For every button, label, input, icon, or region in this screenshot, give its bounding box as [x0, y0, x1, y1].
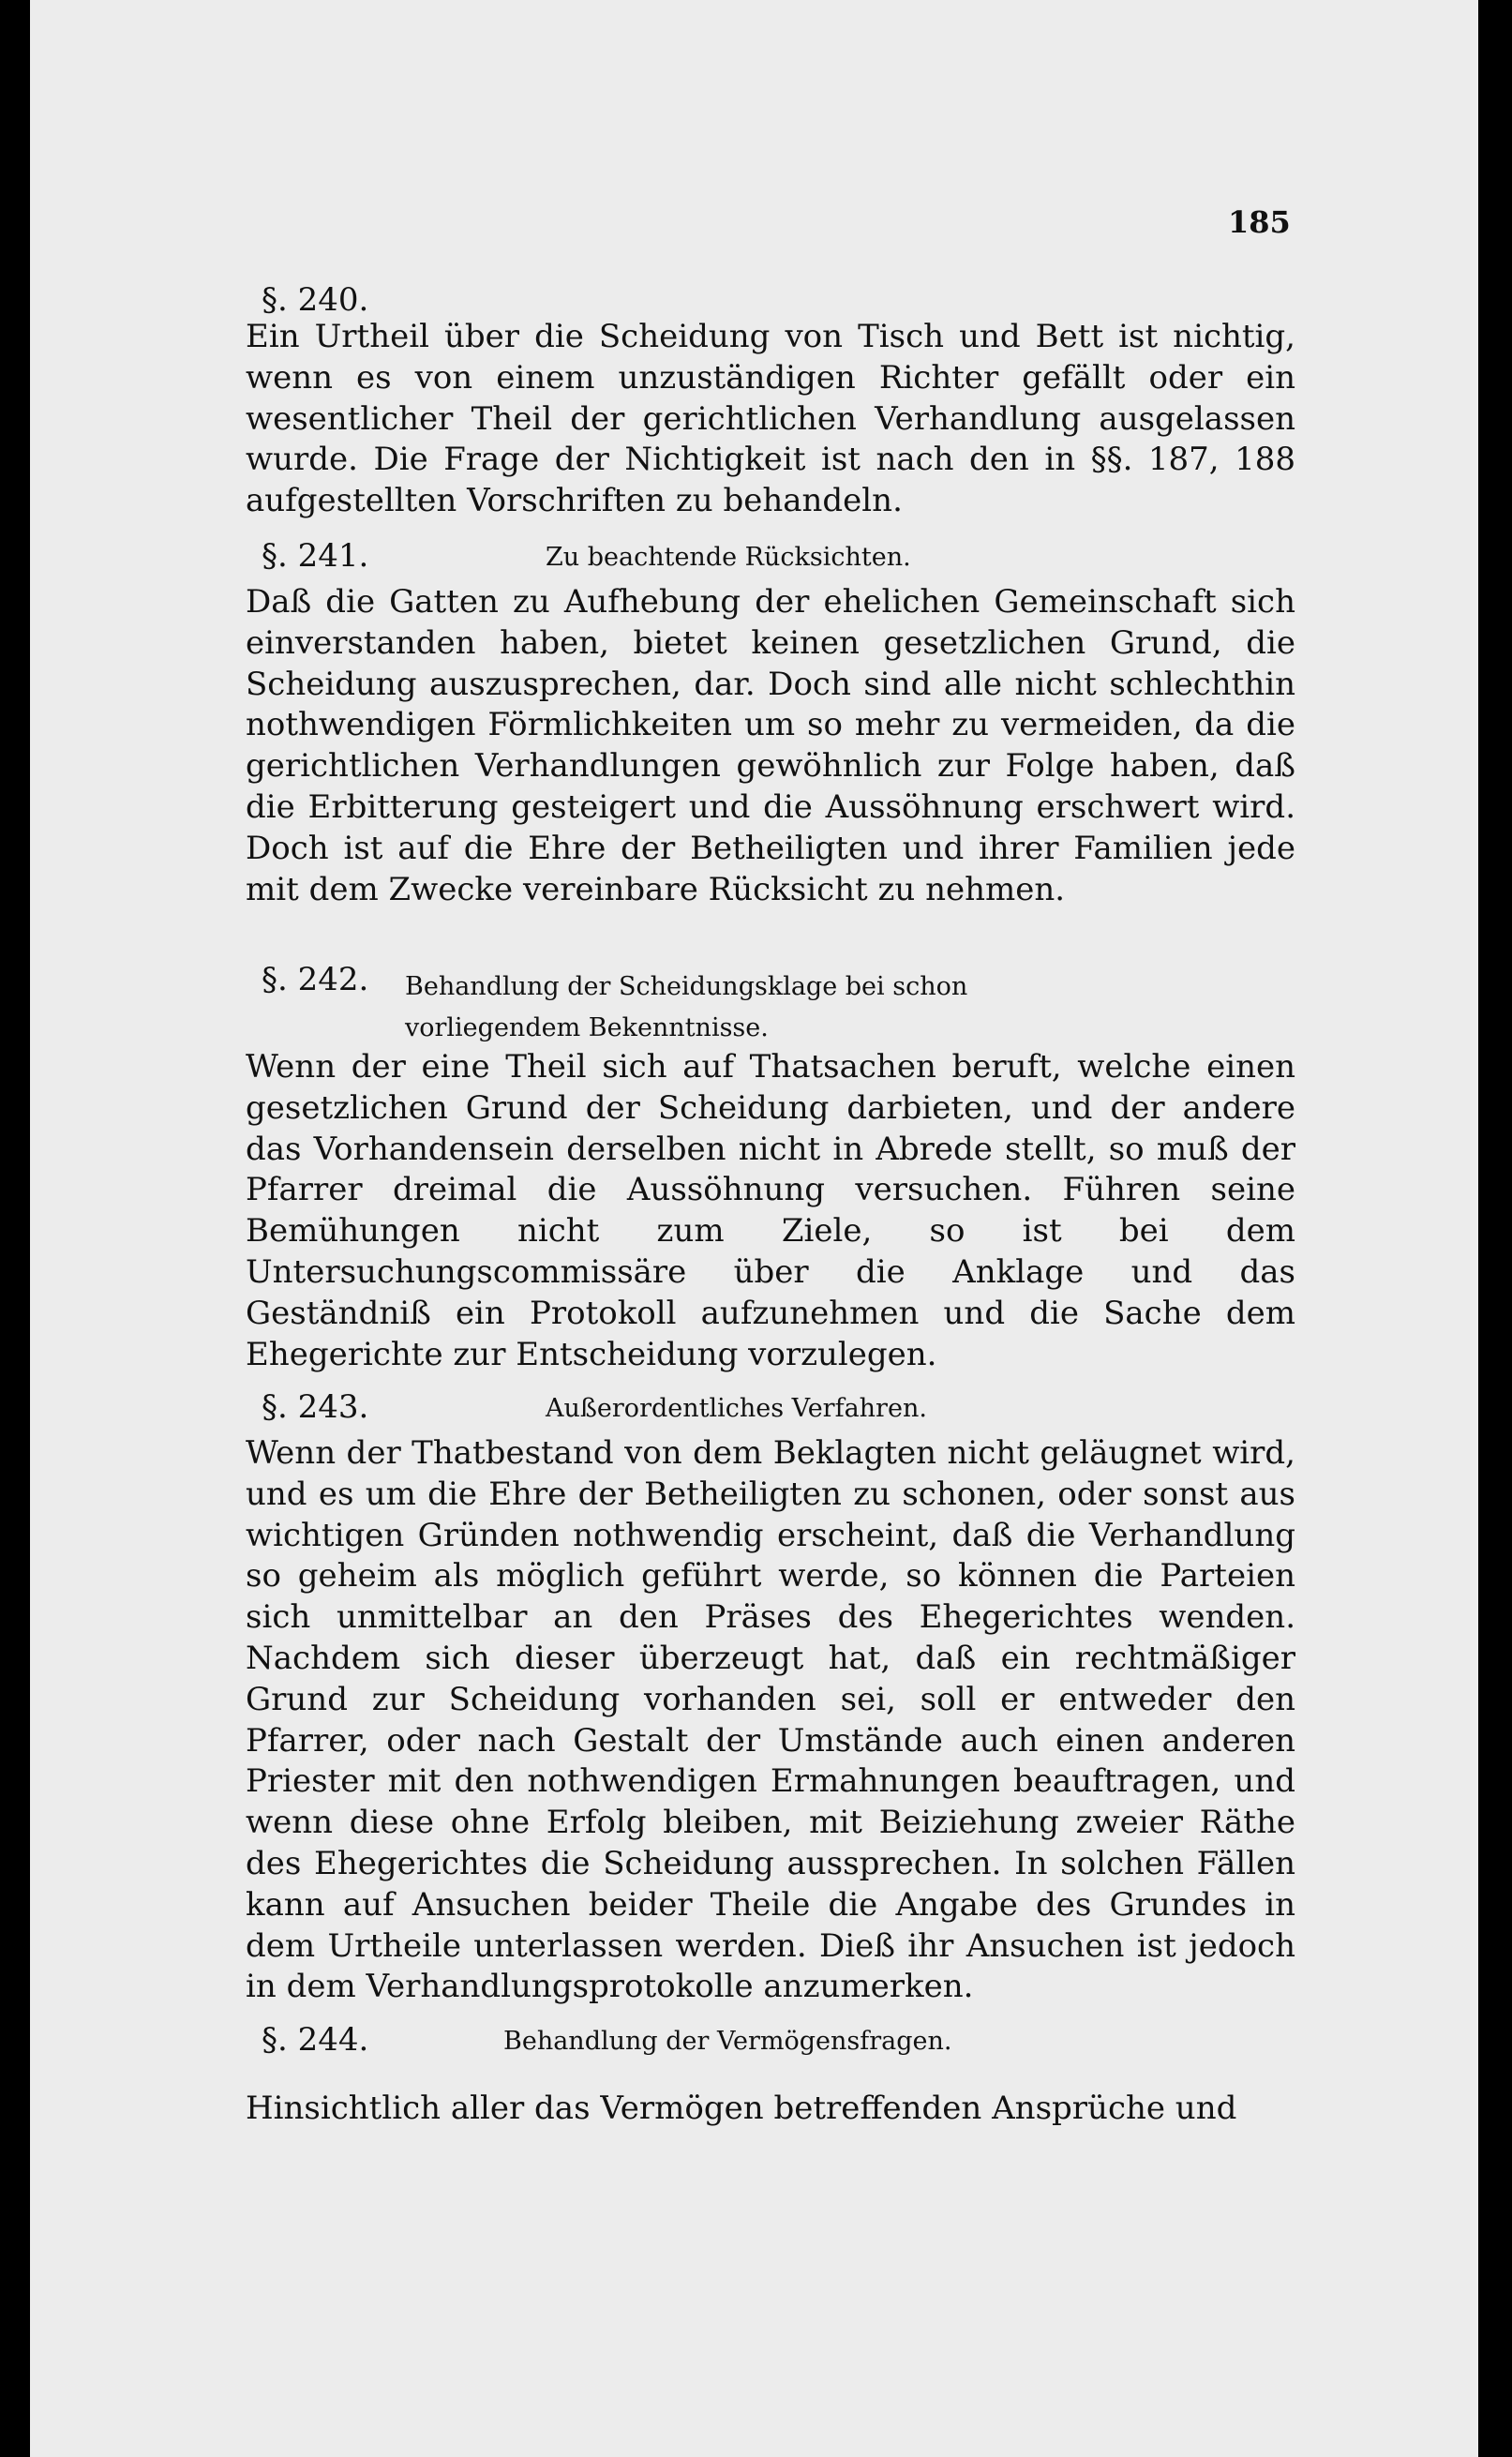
section-heading [246, 537, 1295, 582]
section-text: Wenn der Thatbestand von dem Beklagten nicht geläugnet wird, und es um die Ehre der Betheiligten zu schonen, oder sonst aus wichtigen Gründen nothwendig erscheint, daß die Verhandlung so geheim als möglich geführt werde, so können die Parteien sich unmittelbar an den Präses des Ehegerichtes wenden. Nachdem sich dieser überzeugt hat, daß ein rechtmäßiger Grund zur Scheidung vorhanden sei, soll er entweder den Pfarrer, oder nach Gestalt der Umstände auch einen anderen Priester mit den nothwendigen Ermahnungen beauftragen, und wenn diese ohne Erfolg bleiben, mit Beiziehung zweier Räthe des Ehegerichtes die Scheidung aussprechen. In solchen Fällen kann auf Ansuchen beider Theile die Angabe des Grundes in dem Urtheile unterlassen werden. Dieß ihr Ansuchen ist jedoch in dem Verhandlungsprotokolle anzumerken. [246, 1434, 1295, 2006]
section-text: Ein Urtheil über die Scheidung von Tisch und Bett ist nichtig, wenn es von einem unzuständigen Richter gefällt oder ein wesentlicher Theil der gerichtlichen Verhandlung ausgelassen wurde. Die Frage der Nichtigkeit ist nach den in §§. 187, 188 aufgestellten Vorschriften zu behandeln. [246, 318, 1295, 520]
section-text: Hinsichtlich aller das Vermögen betreffenden Ansprüche und [246, 2090, 1237, 2127]
section-number: §. 243. [262, 1388, 369, 1426]
section-244 [246, 2021, 1295, 2130]
section-title: Behandlung der Vermögensfragen. [503, 2027, 952, 2056]
section-241 [246, 537, 1295, 910]
section-heading [246, 281, 1295, 317]
section-title: Behandlung der Scheidungsklage bei schon vorliegendem Bekenntnisse. [405, 972, 968, 1042]
section-text: Daß die Gatten zu Aufhebung der ehelichen Gemeinschaft sich einverstanden haben, bietet keinen gesetzlichen Grund, die Scheidung auszusprechen, dar. Doch sind alle nicht schlechthin nothwendigen Förmlichkeiten um so mehr zu vermeiden, da die gerichtlichen Verhandlungen gewöhnlich zur Folge haben, daß die Erbitterung gesteigert und die Aussöhnung erschwert wird. Doch ist auf die Ehre der Betheiligten und ihrer Familien jede mit dem Zwecke vereinbare Rücksicht zu nehmen. [246, 583, 1295, 908]
section-title: Zu beachtende Rücksichten. [546, 543, 911, 572]
section-title: Außerordentliches Verfahren. [546, 1394, 927, 1423]
section-heading [246, 1388, 1295, 1433]
section-number: §. 244. [262, 2021, 369, 2059]
section-heading [246, 2021, 1295, 2089]
section-number: §. 242. [262, 961, 369, 998]
page-number: 185 [1228, 204, 1291, 240]
section-number: §. 240. [262, 281, 369, 319]
section-text: Wenn der eine Theil sich auf Thatsachen beruft, welche einen gesetzlichen Grund der Scheidung darbieten, und der andere das Vorhandensein derselben nicht in Abrede stellt, so muß der Pfarrer dreimal die Aussöhnung versuchen. Führen seine Bemühungen nicht zum Ziele, so ist bei dem Untersuchungscommissäre über die Anklage und das Geständniß ein Protokoll aufzunehmen und die Sache dem Ehegerichte zur Entscheidung vorzulegen. [246, 1048, 1295, 1373]
section-heading [246, 961, 1295, 1047]
section-242 [246, 961, 1295, 1375]
section-240 [246, 281, 1295, 522]
section-number: §. 241. [262, 537, 369, 575]
section-243 [246, 1388, 1295, 2008]
book-page [30, 0, 1478, 2457]
